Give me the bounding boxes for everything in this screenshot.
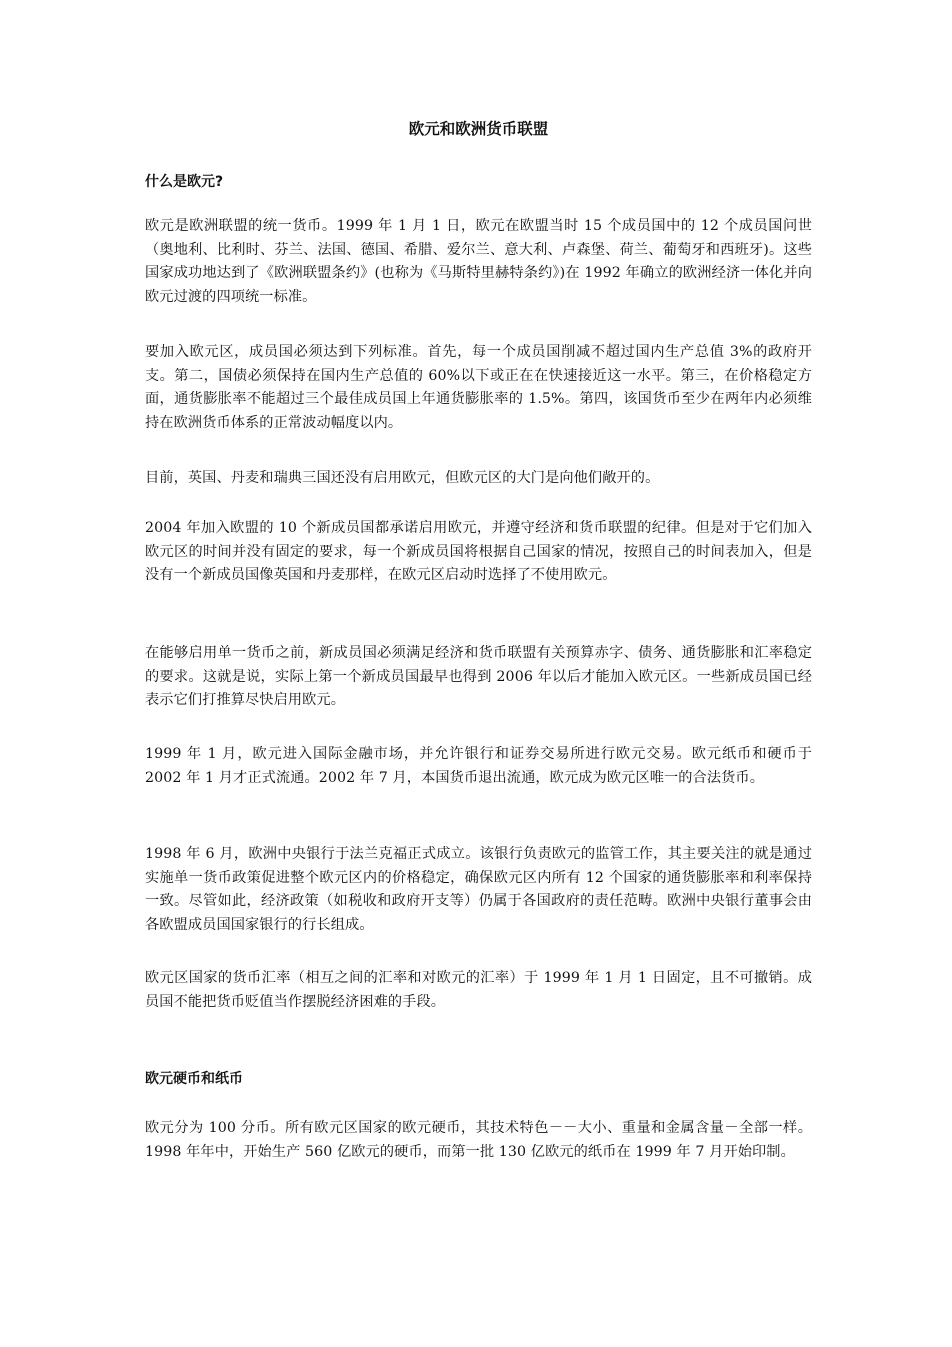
paragraph-text: 欧元是欧洲联盟的统一货币。1999 年 1 月 1 日，欧元在欧盟当时 15 个成员国中的 12 个成员国问世（奥地利、比利时、芬兰、法国、德国、希腊、爱尔兰、意大利、卢森堡、荷兰、葡萄牙和西班牙)。这些国家成功地达到了《欧洲联盟条约》(也称为《马斯特里赫特条约》)在 1992 年确立的欧洲经济一体化并向欧元过渡的四项统一标准。 — [145, 218, 812, 305]
paragraph-text: 欧元分为 100 分币。所有欧元区国家的欧元硬币，其技术特色－－大小、重量和金属含量－全部一样。1998 年年中，开始生产 560 亿欧元的硬币，而第一批 130 亿欧元的纸币在 1999 年 7 月开始印制。 — [145, 1120, 812, 1160]
paragraph — [145, 642, 812, 713]
paragraph — [145, 843, 812, 937]
paragraph — [145, 215, 812, 309]
paragraph — [145, 967, 812, 1014]
paragraph — [145, 743, 812, 790]
paragraph-text: 2004 年加入欧盟的 10 个新成员国都承诺启用欧元，并遵守经济和货币联盟的纪律。但是对于它们加入欧元区的时间并没有固定的要求，每一个新成员国将根据自己国家的情况，按照自己的时间表加入，但是没有一个新成员国像英国和丹麦那样，在欧元区启动时选择了不使用欧元。 — [145, 520, 812, 583]
paragraph — [145, 467, 812, 491]
paragraph-text: 1999 年 1 月，欧元进入国际金融市场，并允许银行和证券交易所进行欧元交易。欧元纸币和硬币于 2002 年 1 月才正式流通。2002 年 7 月，本国货币退出流通，欧元成为欧元区唯一的合法货币。 — [145, 746, 812, 786]
section-heading-what-is-euro: 什么是欧元? — [145, 174, 224, 190]
paragraph-text: 1998 年 6 月，欧洲中央银行于法兰克福正式成立。该银行负责欧元的监管工作，其主要关注的就是通过实施单一货币政策促进整个欧元区内的价格稳定，确保欧元区内所有 12 个国家的通货膨胀率和利率保持一致。尽管如此，经济政策（如税收和政府开支等）仍属于各国政府的责任范畴。欧洲中央银行董事会由各欧盟成员国国家银行的行长组成。 — [145, 846, 812, 933]
paragraph — [145, 1117, 812, 1164]
paragraph-text: 在能够启用单一货币之前，新成员国必须满足经济和货币联盟有关预算赤字、债务、通货膨胀和汇率稳定的要求。这就是说，实际上第一个新成员国最早也得到 2006 年以后才能加入欧元区。一些新成员国已经表示它们打推算尽快启用欧元。 — [145, 645, 812, 708]
document-title: 欧元和欧洲货币联盟 — [408, 120, 549, 138]
paragraph — [145, 517, 812, 588]
paragraph-text: 要加入欧元区，成员国必须达到下列标准。首先，每一个成员国削减不超过国内生产总值 3%的政府开支。第二，国债必须保持在国内生产总值的 60%以下或正在在快速接近这一水平。第三，在价格稳定方面，通货膨胀率不能超过三个最佳成员国上年通货膨胀率的 1.5%。第四，该国货币至少在两年内必须维持在欧洲货币体系的正常波动幅度以内。 — [145, 344, 812, 431]
paragraph-text: 欧元区国家的货币汇率（相互之间的汇率和对欧元的汇率）于 1999 年 1 月 1 日固定，且不可撤销。成员国不能把货币贬值当作摆脱经济困难的手段。 — [145, 970, 812, 1010]
paragraph — [145, 341, 812, 435]
section-heading-coins-and-notes: 欧元硬币和纸币 — [145, 1071, 243, 1087]
paragraph-text: 目前，英国、丹麦和瑞典三国还没有启用欧元，但欧元区的大门是向他们敞开的。 — [145, 470, 660, 486]
